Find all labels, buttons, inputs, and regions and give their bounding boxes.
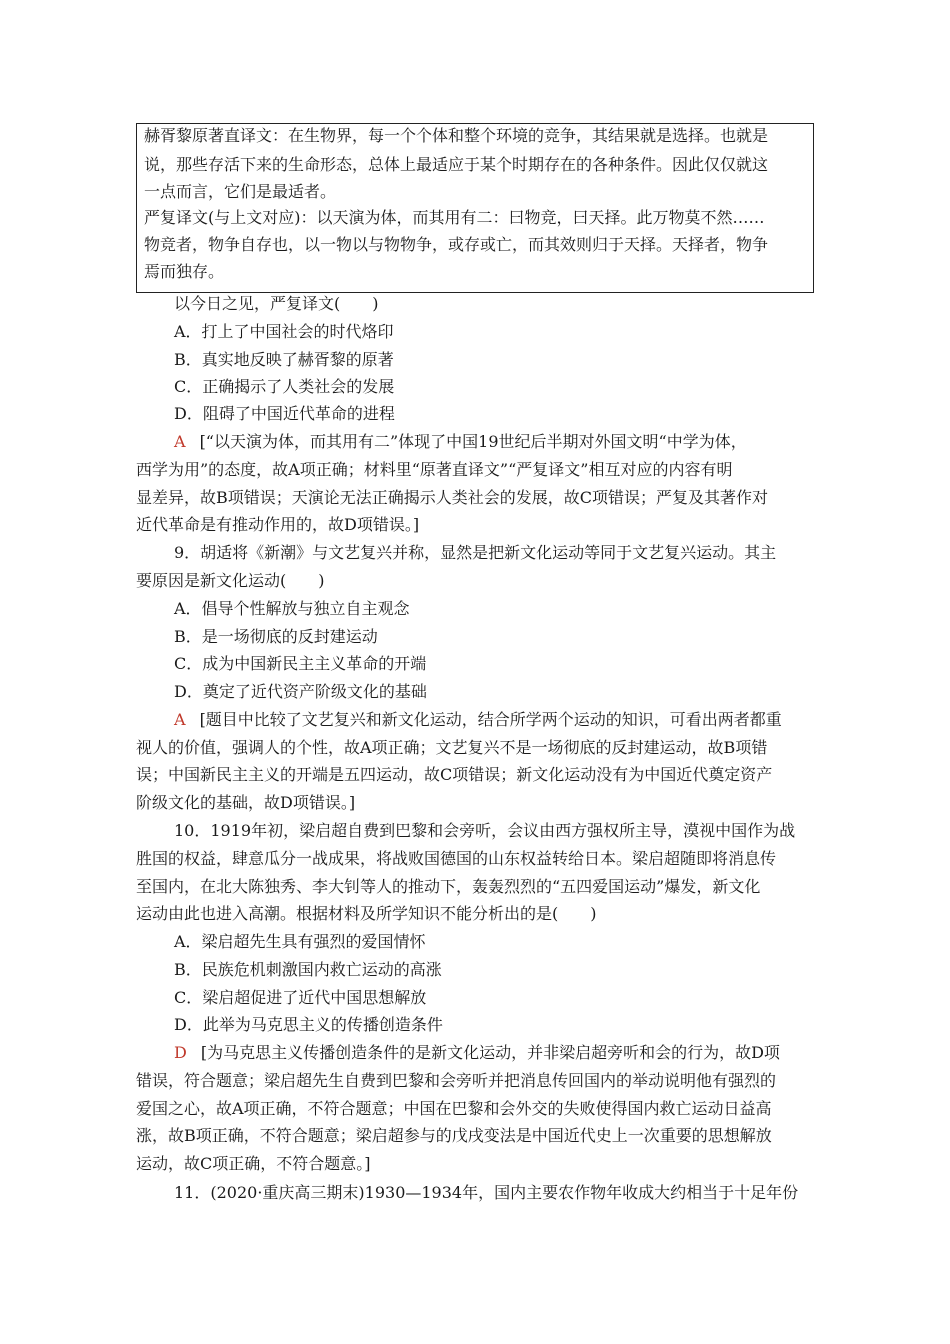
explanation-line: 西学为用”的态度，故A项正确；材料里“原著直译文”“严复译文”相互对应的内容有明 (136, 460, 733, 479)
option-c: C．正确揭示了人类社会的发展 (174, 377, 395, 396)
question-stem: 10．1919年初，梁启超自费到巴黎和会旁听，会议由西方强权所主导，漠视中国作为战 (174, 821, 796, 840)
explanation-text: [“以天演为体，而其用有二”体现了中国19世纪后半期对外国文明“中学为体， (199, 432, 747, 451)
option-a: A．倡导个性解放与独立自主观念 (174, 599, 410, 618)
explanation-line: 误；中国新民主主义的开端是五四运动，故C项错误；新文化运动没有为中国近代奠定资产 (136, 765, 773, 784)
question-stem: 以今日之见，严复译文( ) (174, 294, 379, 313)
explanation-line: 爱国之心，故A项正确，不符合题意；中国在巴黎和会外交的失败使得国内救亡运动日益高 (136, 1099, 772, 1118)
option-c: C．梁启超促进了近代中国思想解放 (174, 988, 427, 1007)
question-stem: 至国内，在北大陈独秀、李大钊等人的推动下，轰轰烈烈的“五四爱国运动”爆发，新文化 (136, 877, 761, 896)
option-a: A．梁启超先生具有强烈的爱国情怀 (174, 932, 426, 951)
explanation-line: 视人的价值，强调人的个性，故A项正确；文艺复兴不是一场彻底的反封建运动，故B项错 (136, 738, 768, 757)
question-stem: 要原因是新文化运动( ) (136, 571, 325, 590)
question-stem: 11．(2020·重庆高三期末)1930—1934年，国内主要农作物年收成大约相当于十足年份 (174, 1183, 799, 1202)
quote-line: 赫胥黎原著直译文：在生物界，每一个个体和整个环境的竞争，其结果就是选择。也就是 (144, 126, 769, 145)
answer-letter: A (174, 710, 186, 729)
option-b: B．是一场彻底的反封建运动 (174, 627, 378, 646)
answer-line (174, 710, 782, 730)
quote-line: 一点而言，它们是最适者。 (144, 182, 337, 201)
explanation-text: [为马克思主义传播创造条件的是新文化运动，并非梁启超旁听和会的行为，故D项 (200, 1043, 780, 1062)
answer-letter: D (174, 1043, 187, 1062)
option-a: A．打上了中国社会的时代烙印 (174, 322, 394, 341)
explanation-line: 涨，故B项正确，不符合题意；梁启超参与的戊戌变法是中国近代史上一次重要的思想解放 (136, 1126, 772, 1145)
explanation-line: 显差异，故B项错误；天演论无法正确揭示人类社会的发展，故C项错误；严复及其著作对 (136, 488, 769, 507)
option-b: B．民族危机刺激国内救亡运动的高涨 (174, 960, 442, 979)
option-d: D．阻碍了中国近代革命的进程 (174, 404, 395, 423)
quote-line: 焉而独存。 (144, 262, 225, 281)
explanation-line: 错误，符合题意；梁启超先生自费到巴黎和会旁听并把消息传回国内的举动说明他有强烈的 (136, 1071, 777, 1090)
option-c: C．成为中国新民主主义革命的开端 (174, 654, 427, 673)
answer-line (174, 432, 747, 452)
question-stem: 运动由此也进入高潮。根据材料及所学知识不能分析出的是( ) (136, 904, 597, 923)
quote-line: 物竞者，物争自存也，以一物以与物物争，或存或亡，而其效则归于天择。天择者，物争 (144, 235, 769, 254)
option-b: B．真实地反映了赫胥黎的原著 (174, 350, 394, 369)
question-stem: 9．胡适将《新潮》与文艺复兴并称，显然是把新文化运动等同于文艺复兴运动。其主 (174, 543, 777, 562)
option-d: D．此举为马克思主义的传播创造条件 (174, 1015, 443, 1034)
explanation-line: 运动，故C项正确，不符合题意。] (136, 1154, 371, 1173)
explanation-line: 阶级文化的基础，故D项错误。] (136, 793, 356, 812)
quote-line: 严复译文(与上文对应)：以天演为体，而其用有二：曰物竞，曰天择。此万物莫不然…… (144, 208, 765, 227)
quote-line: 说，那些存活下来的生命形态，总体上最适应于某个时期存在的各种条件。因此仅仅就这 (144, 155, 769, 174)
explanation-line: 近代革命是有推动作用的，故D项错误。] (136, 515, 420, 534)
option-d: D．奠定了近代资产阶级文化的基础 (174, 682, 427, 701)
question-stem: 胜国的权益，肆意瓜分一战成果，将战败国德国的山东权益转给日本。梁启超随即将消息传 (136, 849, 777, 868)
answer-letter: A (174, 432, 186, 451)
explanation-text: [题目中比较了文艺复兴和新文化运动，结合所学两个运动的知识，可看出两者都重 (199, 710, 782, 729)
answer-line (174, 1043, 780, 1063)
